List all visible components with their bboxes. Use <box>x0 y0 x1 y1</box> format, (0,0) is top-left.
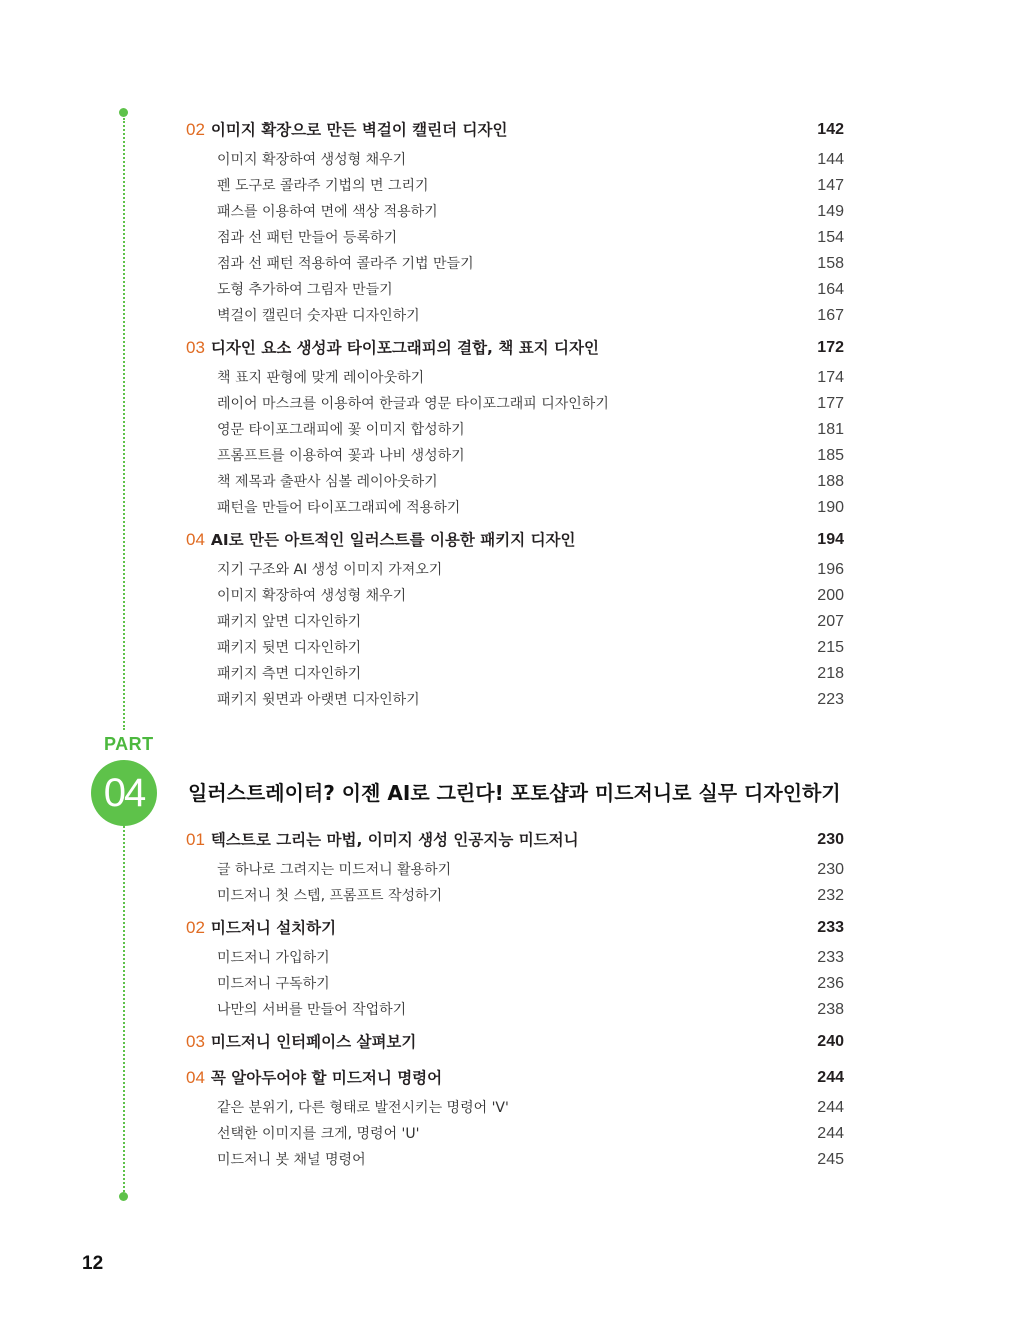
chapter-title: 이미지 확장으로 만든 벽걸이 캘린더 디자인 <box>210 121 508 139</box>
item-page: 230 <box>817 861 844 878</box>
item-title: 지기 구조와 AI 생성 이미지 가져오기 <box>217 562 443 578</box>
item-title: 패키지 측면 디자인하기 <box>217 666 362 682</box>
item-page: 158 <box>817 255 844 272</box>
toc-item-row <box>186 446 844 472</box>
item-title: 이미지 확장하여 생성형 채우기 <box>217 152 407 168</box>
item-page: 147 <box>817 177 844 194</box>
item-page: 181 <box>817 421 844 438</box>
toc-item-row <box>186 664 844 690</box>
item-title: 점과 선 패턴 적용하여 콜라주 기법 만들기 <box>217 256 474 272</box>
toc-item-row <box>186 228 844 254</box>
item-page: 245 <box>817 1151 844 1168</box>
item-page: 167 <box>817 307 844 324</box>
toc-item-row <box>186 254 844 280</box>
item-page: 238 <box>817 1001 844 1018</box>
item-title: 패턴을 만들어 타이포그래피에 적용하기 <box>217 500 461 516</box>
item-page: 144 <box>817 151 844 168</box>
chapter-number: 03 <box>186 1032 205 1051</box>
item-page: 223 <box>817 691 844 708</box>
chapter-number: 04 <box>186 1068 205 1087</box>
item-page: 232 <box>817 887 844 904</box>
toc-section-upper <box>186 120 844 716</box>
toc-item-row <box>186 586 844 612</box>
item-page: 207 <box>817 613 844 630</box>
chapter-title: 미드저니 인터페이스 살펴보기 <box>210 1033 417 1051</box>
toc-chapter-row <box>186 918 844 948</box>
item-title: 패키지 앞면 디자인하기 <box>217 614 362 630</box>
item-title: 영문 타이포그래피에 꽃 이미지 합성하기 <box>217 422 465 438</box>
toc-chapter-row <box>186 338 844 368</box>
timeline-end-dot <box>119 1192 128 1201</box>
chapter-number: 04 <box>186 530 205 549</box>
chapter-number: 01 <box>186 830 205 849</box>
toc-chapter-row <box>186 830 844 860</box>
toc-item-row <box>186 1000 844 1026</box>
item-title: 벽걸이 캘린더 숫자판 디자인하기 <box>217 308 420 324</box>
item-page: 174 <box>817 369 844 386</box>
toc-item-row <box>186 472 844 498</box>
item-page: 233 <box>817 949 844 966</box>
part-title: 일러스트레이터? 이젠 AI로 그린다! 포토샵과 미드저니로 실무 디자인하기 <box>188 781 841 805</box>
item-title: 책 제목과 출판사 심볼 레이아웃하기 <box>217 474 438 490</box>
toc-item-row <box>186 638 844 664</box>
chapter-number: 02 <box>186 120 205 139</box>
item-title: 패키지 뒷면 디자인하기 <box>217 640 362 656</box>
toc-item-row <box>186 1098 844 1124</box>
item-page: 188 <box>817 473 844 490</box>
toc-item-row <box>186 202 844 228</box>
item-page: 164 <box>817 281 844 298</box>
chapter-page: 240 <box>817 1033 844 1050</box>
chapter-page: 194 <box>817 531 844 548</box>
toc-item-row <box>186 306 844 332</box>
part-number-badge: 04 <box>91 760 157 826</box>
timeline-line-upper <box>123 118 125 730</box>
toc-chapter-row <box>186 1068 844 1098</box>
toc-item-row <box>186 886 844 912</box>
timeline-start-dot <box>119 108 128 117</box>
toc-item-row <box>186 498 844 524</box>
item-page: 244 <box>817 1099 844 1116</box>
item-title: 도형 추가하여 그림자 만들기 <box>217 282 393 298</box>
item-page: 244 <box>817 1125 844 1142</box>
toc-chapter-row <box>186 530 844 560</box>
chapter-title: 꼭 알아두어야 할 미드저니 명령어 <box>210 1069 443 1087</box>
item-page: 218 <box>817 665 844 682</box>
toc-item-row <box>186 974 844 1000</box>
chapter-title: 텍스트로 그리는 마법, 이미지 생성 인공지능 미드저니 <box>210 831 579 849</box>
toc-item-row <box>186 176 844 202</box>
item-page: 185 <box>817 447 844 464</box>
toc-item-row <box>186 280 844 306</box>
chapter-number: 03 <box>186 338 205 357</box>
item-title: 점과 선 패턴 만들어 등록하기 <box>217 230 398 246</box>
item-title: 패스를 이용하여 면에 색상 적용하기 <box>217 204 438 220</box>
toc-item-row <box>186 150 844 176</box>
item-title: 이미지 확장하여 생성형 채우기 <box>217 588 407 604</box>
chapter-title: 미드저니 설치하기 <box>210 919 337 937</box>
item-title: 같은 분위기, 다른 형태로 발전시키는 명령어 'V' <box>217 1100 509 1116</box>
toc-item-row <box>186 394 844 420</box>
chapter-page: 172 <box>817 339 844 356</box>
item-page: 154 <box>817 229 844 246</box>
chapter-page: 244 <box>817 1069 844 1086</box>
toc-item-row <box>186 690 844 716</box>
chapter-page: 233 <box>817 919 844 936</box>
timeline-line-lower <box>123 826 125 1192</box>
item-title: 패키지 윗면과 아랫면 디자인하기 <box>217 692 420 708</box>
item-title: 펜 도구로 콜라주 기법의 면 그리기 <box>217 178 429 194</box>
item-page: 177 <box>817 395 844 412</box>
item-title: 글 하나로 그려지는 미드저니 활용하기 <box>217 862 452 878</box>
item-title: 미드저니 가입하기 <box>217 950 330 966</box>
toc-item-row <box>186 1124 844 1150</box>
chapter-number: 02 <box>186 918 205 937</box>
item-title: 미드저니 첫 스텝, 프롬프트 작성하기 <box>217 888 443 904</box>
part-label: PART <box>104 734 154 754</box>
item-page: 196 <box>817 561 844 578</box>
chapter-page: 230 <box>817 831 844 848</box>
item-page: 200 <box>817 587 844 604</box>
toc-item-row <box>186 560 844 586</box>
chapter-title: AI로 만든 아트적인 일러스트를 이용한 패키지 디자인 <box>210 531 576 549</box>
item-page: 149 <box>817 203 844 220</box>
toc-chapter-row <box>186 120 844 150</box>
toc-item-row <box>186 1150 844 1176</box>
item-title: 책 표지 판형에 맞게 레이아웃하기 <box>217 370 425 386</box>
item-title: 미드저니 구독하기 <box>217 976 330 992</box>
chapter-page: 142 <box>817 121 844 138</box>
toc-item-row <box>186 948 844 974</box>
item-title: 선택한 이미지를 크게, 명령어 'U' <box>217 1126 420 1142</box>
toc-chapter-row <box>186 1032 844 1062</box>
item-title: 프롬프트를 이용하여 꽃과 나비 생성하기 <box>217 448 465 464</box>
toc-item-row <box>186 420 844 446</box>
item-page: 190 <box>817 499 844 516</box>
item-title: 나만의 서버를 만들어 작업하기 <box>217 1002 407 1018</box>
toc-item-row <box>186 860 844 886</box>
page-number: 12 <box>82 1253 104 1274</box>
item-page: 215 <box>817 639 844 656</box>
item-title: 레이어 마스크를 이용하여 한글과 영문 타이포그래피 디자인하기 <box>217 396 609 412</box>
toc-section-lower <box>186 830 844 1176</box>
toc-item-row <box>186 368 844 394</box>
toc-item-row <box>186 612 844 638</box>
item-title: 미드저니 봇 채널 명령어 <box>217 1152 366 1168</box>
item-page: 236 <box>817 975 844 992</box>
chapter-title: 디자인 요소 생성과 타이포그래피의 결합, 책 표지 디자인 <box>210 339 599 357</box>
